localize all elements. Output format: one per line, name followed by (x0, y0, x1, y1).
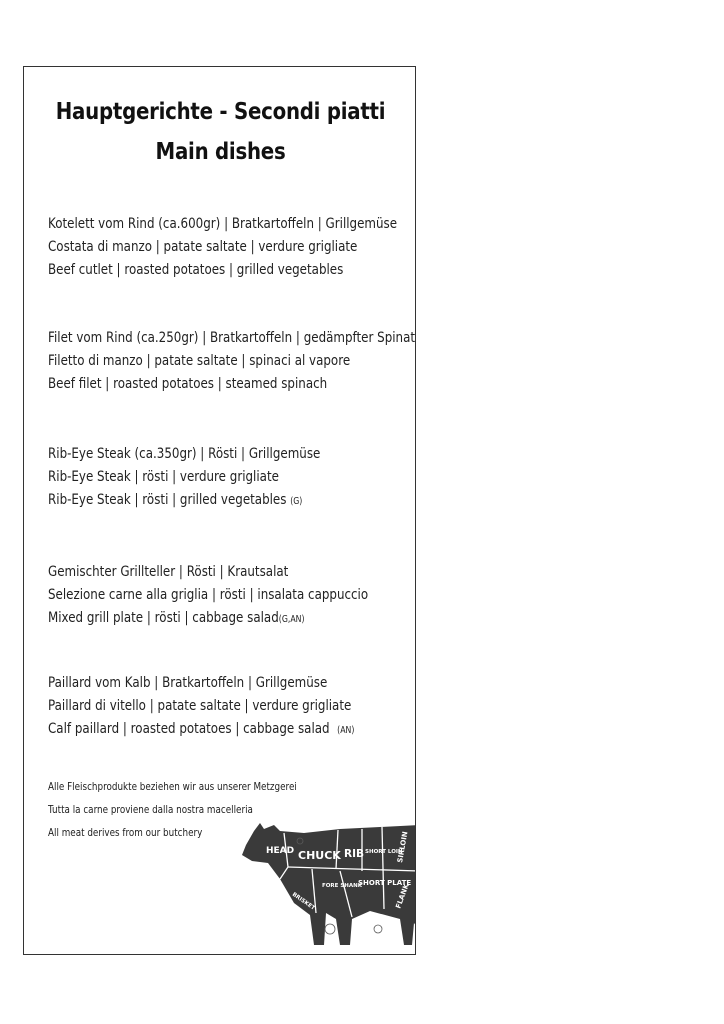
cut-label-short-loin: SHORT LOIN (365, 849, 403, 855)
dish-name-it: Paillard di vitello | patate saltate | verdure grigliate (48, 698, 352, 714)
dish-name-it: Costata di manzo | patate saltate | verdure grigliate (48, 239, 358, 255)
dish-name-en (48, 607, 360, 631)
dish-name-en-text: Mixed grill plate | rösti | cabbage salad (48, 610, 279, 626)
dish-name-en (48, 489, 360, 513)
cut-label-rib: RIB (344, 848, 364, 860)
cut-label-short-plate: SHORT PLATE (358, 879, 412, 887)
allergen-note: (AN) (337, 725, 355, 736)
dish-name-en-text: Beef filet | roasted potatoes | steamed spinach (48, 376, 328, 392)
menu-subtitle: Main dishes (155, 139, 286, 165)
dish-name-de: Kotelett vom Rind (ca.600gr) | Bratkartoffeln | Grillgemüse (48, 216, 398, 232)
dish-name-de: Paillard vom Kalb | Bratkartoffeln | Grillgemüse (48, 675, 328, 691)
dish-item (48, 672, 416, 742)
cut-label-flank: FLANK (394, 882, 411, 910)
dish-name-de: Rib-Eye Steak (ca.350gr) | Rösti | Grillgemüse (48, 446, 321, 462)
dish-name-en-text: Rib-Eye Steak | rösti | grilled vegetables (48, 492, 287, 508)
footer-note-en: All meat derives from our butchery (48, 826, 203, 839)
dish-item (48, 443, 416, 513)
dish-name-it: Rib-Eye Steak | rösti | verdure grigliate (48, 469, 279, 485)
beef-cuts-illustration (240, 819, 416, 955)
menu-card (23, 66, 416, 955)
dish-name-en (48, 259, 360, 282)
menu-title: Hauptgerichte - Secondi piatti (55, 99, 386, 125)
allergen-note: (G,AN) (278, 614, 305, 625)
dish-name-it: Filetto di manzo | patate saltate | spinaci al vapore (48, 353, 351, 369)
allergen-note: (G) (290, 496, 303, 507)
cut-label-chuck: CHUCK (298, 849, 341, 862)
footer-note-de: Alle Fleischprodukte beziehen wir aus unserer Metzgerei (48, 780, 297, 793)
cut-label-fore-shank: FORE SHANK (322, 883, 363, 889)
cut-label-head: HEAD (266, 846, 295, 856)
cow-icon (240, 819, 416, 955)
dish-name-it: Selezione carne alla griglia | rösti | insalata cappuccio (48, 587, 369, 603)
cut-label-brisket: BRISKET (290, 891, 316, 912)
dish-name-en (48, 373, 360, 396)
dish-name-en-text: Beef cutlet | roasted potatoes | grilled vegetables (48, 262, 344, 278)
cut-label-sirloin: SIRLOIN (396, 830, 410, 864)
dish-item (48, 561, 416, 631)
dish-item (48, 213, 416, 282)
dish-name-de: Gemischter Grillteller | Rösti | Krautsalat (48, 564, 289, 580)
footer-note-it: Tutta la carne proviene dalla nostra macelleria (48, 803, 253, 816)
dish-item (48, 327, 416, 396)
dish-name-en-text: Calf paillard | roasted potatoes | cabbage salad (48, 721, 330, 737)
dish-name-de: Filet vom Rind (ca.250gr) | Bratkartoffeln | gedämpfter Spinat (48, 330, 416, 346)
dish-name-en (48, 718, 360, 742)
